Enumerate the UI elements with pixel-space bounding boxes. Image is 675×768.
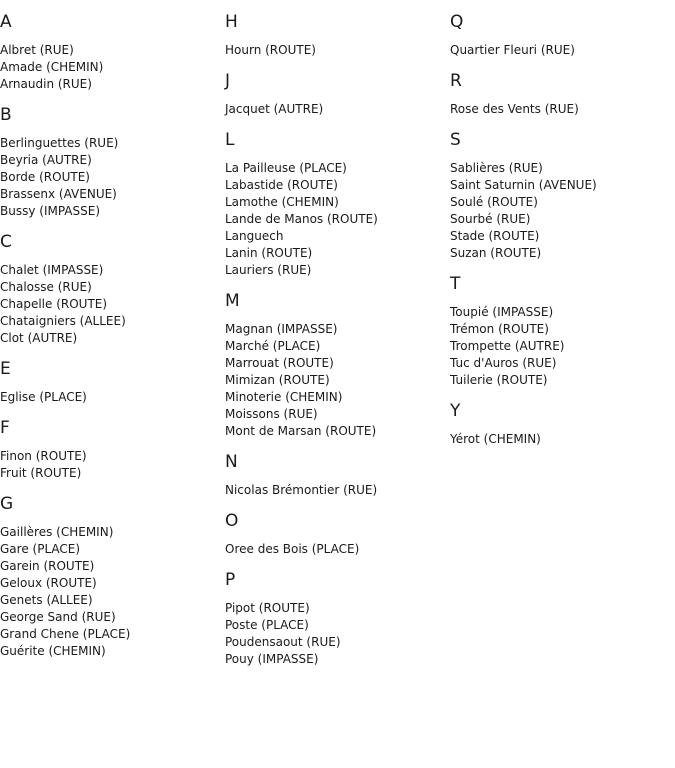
street-item[interactable]: Amade (CHEMIN): [0, 60, 104, 74]
street-item[interactable]: Suzan (ROUTE): [450, 246, 542, 260]
street-item[interactable]: Guérite (CHEMIN): [0, 644, 106, 658]
street-item[interactable]: Pouy (IMPASSE): [225, 652, 319, 666]
street-item[interactable]: Garein (ROUTE): [0, 559, 95, 573]
letter-heading: L: [225, 130, 235, 150]
letter-heading: P: [225, 570, 236, 590]
letter-section-f: [0, 418, 222, 482]
letter-section-o: [225, 511, 447, 558]
street-item[interactable]: Nicolas Brémontier (RUE): [225, 483, 378, 497]
street-item[interactable]: Berlinguettes (RUE): [0, 136, 119, 150]
street-item[interactable]: Beyria (AUTRE): [0, 153, 92, 167]
street-list: [225, 600, 447, 668]
street-index-column-1: [0, 0, 222, 660]
street-index-column-2: [225, 0, 447, 668]
street-item[interactable]: Chataigniers (ALLEE): [0, 314, 126, 328]
street-item[interactable]: Lauriers (RUE): [225, 263, 312, 277]
street-index-column-3: [450, 0, 672, 448]
street-list: [225, 541, 447, 558]
letter-section-j: [225, 71, 447, 118]
street-item[interactable]: Poudensaout (RUE): [225, 635, 341, 649]
street-list: [0, 135, 222, 220]
letter-section-b: [0, 105, 222, 220]
street-item[interactable]: Borde (ROUTE): [0, 170, 90, 184]
street-item[interactable]: Poste (PLACE): [225, 618, 309, 632]
letter-heading: J: [225, 71, 231, 91]
street-item[interactable]: Hourn (ROUTE): [225, 43, 316, 57]
street-list: [450, 160, 672, 262]
letter-heading: R: [450, 71, 462, 91]
letter-heading: S: [450, 130, 461, 150]
street-item[interactable]: Chalosse (RUE): [0, 280, 92, 294]
letter-heading: C: [0, 232, 12, 252]
letter-section-c: [0, 232, 222, 347]
street-item[interactable]: Mont de Marsan (ROUTE): [225, 424, 377, 438]
letter-heading: T: [450, 274, 461, 294]
letter-section-r: [450, 71, 672, 118]
street-item[interactable]: Brassenx (AVENUE): [0, 187, 117, 201]
street-item[interactable]: Bussy (IMPASSE): [0, 204, 101, 218]
street-item[interactable]: Minoterie (CHEMIN): [225, 390, 343, 404]
street-item[interactable]: Toupié (IMPASSE): [450, 305, 554, 319]
street-item[interactable]: Tuc d'Auros (RUE): [450, 356, 557, 370]
letter-heading: Q: [450, 12, 464, 32]
street-item[interactable]: Marché (PLACE): [225, 339, 321, 353]
street-item[interactable]: Genets (ALLEE): [0, 593, 93, 607]
street-item[interactable]: Lamothe (CHEMIN): [225, 195, 339, 209]
street-list: [450, 101, 672, 118]
street-item[interactable]: Lanin (ROUTE): [225, 246, 313, 260]
letter-heading: F: [0, 418, 10, 438]
street-item[interactable]: Fruit (ROUTE): [0, 466, 82, 480]
street-item[interactable]: Eglise (PLACE): [0, 390, 87, 404]
street-item[interactable]: Saint Saturnin (AVENUE): [450, 178, 597, 192]
letter-section-l: [225, 130, 447, 279]
street-item[interactable]: Oree des Bois (PLACE): [225, 542, 360, 556]
street-item[interactable]: Rose des Vents (RUE): [450, 102, 579, 116]
street-list: [0, 42, 222, 93]
street-item[interactable]: Albret (RUE): [0, 43, 74, 57]
street-item[interactable]: Trompette (AUTRE): [450, 339, 565, 353]
street-list: [0, 262, 222, 347]
letter-heading: N: [225, 452, 238, 472]
letter-heading: E: [0, 359, 11, 379]
street-item[interactable]: Clot (AUTRE): [0, 331, 78, 345]
street-item[interactable]: Jacquet (AUTRE): [225, 102, 324, 116]
letter-heading: M: [225, 291, 240, 311]
letter-section-y: [450, 401, 672, 448]
street-item[interactable]: Chalet (IMPASSE): [0, 263, 104, 277]
street-item[interactable]: Pipot (ROUTE): [225, 601, 310, 615]
street-item[interactable]: Grand Chene (PLACE): [0, 627, 131, 641]
street-list: [225, 160, 447, 279]
street-item[interactable]: Trémon (ROUTE): [450, 322, 549, 336]
letter-heading: B: [0, 105, 12, 125]
letter-heading: G: [0, 494, 14, 514]
street-list: [450, 431, 672, 448]
street-item[interactable]: Finon (ROUTE): [0, 449, 87, 463]
street-item[interactable]: Quartier Fleuri (RUE): [450, 43, 575, 57]
street-list: [225, 482, 447, 499]
letter-section-s: [450, 130, 672, 262]
letter-section-h: [225, 12, 447, 59]
street-item[interactable]: La Pailleuse (PLACE): [225, 161, 347, 175]
street-list: [225, 321, 447, 440]
street-item[interactable]: Sourbé (RUE): [450, 212, 531, 226]
letter-section-p: [225, 570, 447, 668]
street-item[interactable]: Languech: [225, 229, 284, 243]
street-item[interactable]: Sablières (RUE): [450, 161, 543, 175]
street-item[interactable]: Stade (ROUTE): [450, 229, 540, 243]
letter-section-m: [225, 291, 447, 440]
letter-section-g: [0, 494, 222, 660]
street-list: [225, 101, 447, 118]
street-list: [450, 42, 672, 59]
letter-section-n: [225, 452, 447, 499]
street-item[interactable]: Moissons (RUE): [225, 407, 318, 421]
street-item[interactable]: Geloux (ROUTE): [0, 576, 97, 590]
street-item[interactable]: Gare (PLACE): [0, 542, 81, 556]
street-item[interactable]: Yérot (CHEMIN): [450, 432, 541, 446]
street-list: [0, 389, 222, 406]
letter-section-t: [450, 274, 672, 389]
street-item[interactable]: Magnan (IMPASSE): [225, 322, 338, 336]
letter-section-a: [0, 12, 222, 93]
street-item[interactable]: George Sand (RUE): [0, 610, 116, 624]
street-list: [450, 304, 672, 389]
street-item[interactable]: Soulé (ROUTE): [450, 195, 538, 209]
street-item[interactable]: Labastide (ROUTE): [225, 178, 338, 192]
street-item[interactable]: Marrouat (ROUTE): [225, 356, 334, 370]
letter-section-q: [450, 12, 672, 59]
street-item[interactable]: Chapelle (ROUTE): [0, 297, 108, 311]
street-item[interactable]: Gaillères (CHEMIN): [0, 525, 114, 539]
letter-heading: H: [225, 12, 238, 32]
letter-heading: A: [0, 12, 12, 32]
street-item[interactable]: Lande de Manos (ROUTE): [225, 212, 378, 226]
letter-heading: Y: [450, 401, 461, 421]
street-item[interactable]: Tuilerie (ROUTE): [450, 373, 548, 387]
street-list: [0, 524, 222, 660]
street-list: [0, 448, 222, 482]
street-item[interactable]: Mimizan (ROUTE): [225, 373, 330, 387]
letter-section-e: [0, 359, 222, 406]
street-list: [225, 42, 447, 59]
street-item[interactable]: Arnaudin (RUE): [0, 77, 92, 91]
letter-heading: O: [225, 511, 239, 531]
